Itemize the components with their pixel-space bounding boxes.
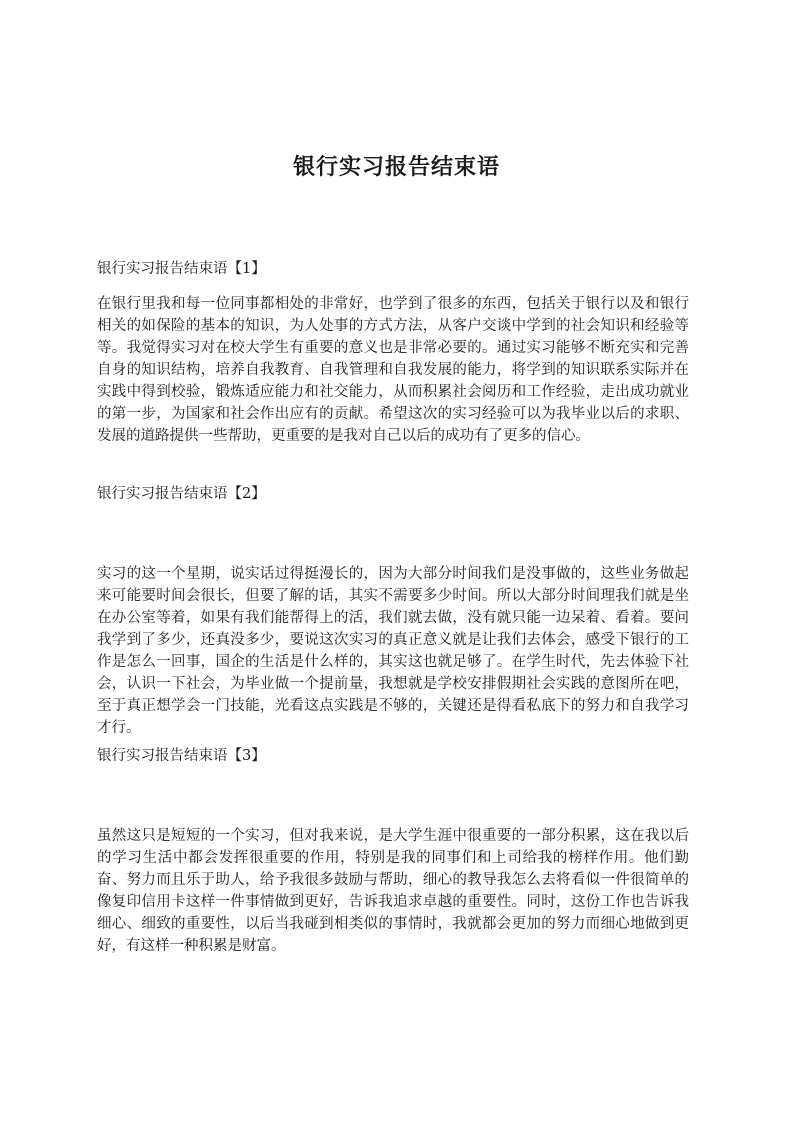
section-paragraph: 虽然这只是短短的一个实习，但对我来说，是大学生涯中很重要的一部分积累，这在我以后的学习生活中都会发挥很重要的作用，特别是我的同事们和上司给我的榜样作用。他们勤奋、努力而且乐于助人，给予我很多鼓励与帮助，细心的教导我怎么去将看似一件很简单的像复印信用卡这样一件事情做到更好，告诉我追求卓越的重要性。同时，这份工作也告诉我细心、细致的重要性，以后当我碰到相类似的事情时，我就都会更加的努力而细心地做到更好，有这样一种积累是财富。 [97,828,689,954]
page-title: 银行实习报告结束语 [292,154,500,180]
section-paragraph: 在银行里我和每一位同事都相处的非常好，也学到了很多的东西，包括关于银行以及和银行相关的如保险的基本的知识，为人处事的方式方法，从客户交谈中学到的社会知识和经验等等。我觉得实习对在校大学生有重要的意义也是非常必要的。通过实习能够不断充实和完善自身的知识结构，培养自我教育、自我管理和自我发展的能力，将学到的知识联系实际并在实践中得到校验，锻炼适应能力和社交能力，从而积累社会阅历和工作经验，走出成功就业的第一步，为国家和社会作出应有的贡献。希望这次的实习经验可以为我毕业以后的求职、发展的道路提供一些帮助，更重要的是我对自己以后的成功有了更多的信心。 [97,296,689,444]
section-paragraph: 实习的这一个星期，说实话过得挺漫长的，因为大部分时间我们是没事做的，这些业务做起来可能要时间会很长，但要了解的话，其实不需要多少时间。所以大部分时间理我们就是坐在办公室等着，如果有我们能帮得上的活，我们就去做，没有就只能一边呆着、看着。要问我学到了多少，还真没多少，要说这次实习的真正意义就是让我们去体会，感受下银行的工作是怎么一回事，国企的生活是什么样的，其实这也就足够了。在学生时代，先去体验下社会，认识一下社会，为毕业做一个提前量，我想就是学校安排假期社会实践的意图所在吧，至于真正想学会一门技能，光看这点实践是不够的，关键还是得看私底下的努力和自我学习才行。 [97,566,689,736]
section-heading: 银行实习报告结束语【3】 [97,748,266,764]
section-heading: 银行实习报告结束语【2】 [97,486,266,502]
section-heading: 银行实习报告结束语【1】 [97,261,266,277]
